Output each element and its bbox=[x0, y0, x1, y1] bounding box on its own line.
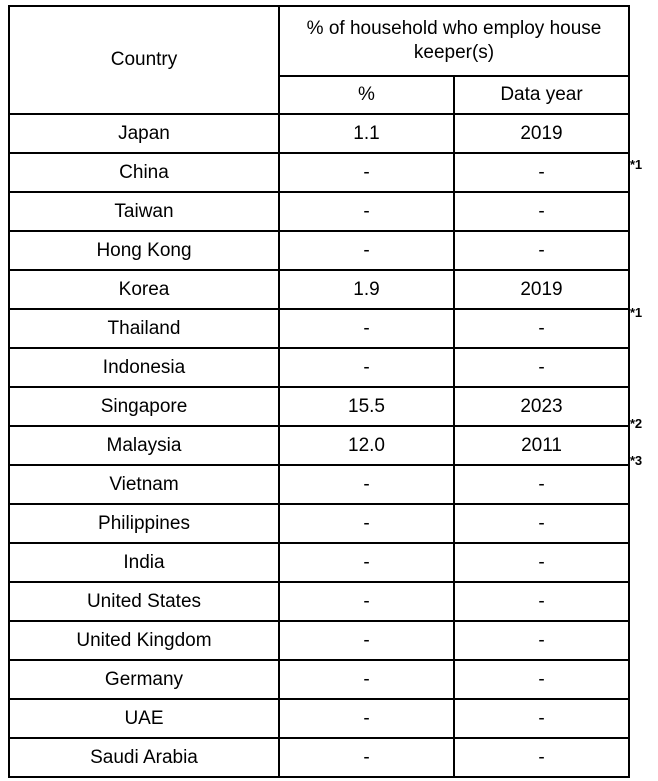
table-row bbox=[9, 426, 629, 465]
column-header-country: Country bbox=[9, 6, 279, 114]
cell-country: United Kingdom bbox=[9, 621, 279, 660]
cell-data-year: - bbox=[454, 192, 629, 231]
cell-data-year: - bbox=[454, 231, 629, 270]
cell-data-year: 2011 bbox=[454, 426, 629, 465]
cell-country: Taiwan bbox=[9, 192, 279, 231]
column-header-percent: % bbox=[279, 76, 454, 114]
cell-country: Saudi Arabia bbox=[9, 738, 279, 777]
cell-data-year: - bbox=[454, 660, 629, 699]
table-row bbox=[9, 192, 629, 231]
table-row bbox=[9, 270, 629, 309]
cell-country: Japan bbox=[9, 114, 279, 153]
cell-percent: - bbox=[279, 504, 454, 543]
cell-country: Singapore bbox=[9, 387, 279, 426]
housekeeper-statistics-table bbox=[8, 5, 630, 778]
cell-percent: 12.0 bbox=[279, 426, 454, 465]
table-row bbox=[9, 543, 629, 582]
cell-country: Korea bbox=[9, 270, 279, 309]
table-row bbox=[9, 465, 629, 504]
cell-data-year: 2019 bbox=[454, 114, 629, 153]
table-row bbox=[9, 660, 629, 699]
cell-data-year: - bbox=[454, 504, 629, 543]
cell-country: United States bbox=[9, 582, 279, 621]
table-header-row-top bbox=[9, 6, 629, 76]
column-header-data-year: Data year bbox=[454, 76, 629, 114]
cell-percent: - bbox=[279, 699, 454, 738]
cell-data-year: - bbox=[454, 348, 629, 387]
cell-country: Germany bbox=[9, 660, 279, 699]
cell-percent: - bbox=[279, 582, 454, 621]
cell-country: Philippines bbox=[9, 504, 279, 543]
cell-country: China bbox=[9, 153, 279, 192]
table-row bbox=[9, 114, 629, 153]
table-row bbox=[9, 309, 629, 348]
table-row bbox=[9, 621, 629, 660]
cell-percent: - bbox=[279, 543, 454, 582]
cell-data-year: - bbox=[454, 543, 629, 582]
cell-percent: 15.5 bbox=[279, 387, 454, 426]
cell-country: Hong Kong bbox=[9, 231, 279, 270]
table-row bbox=[9, 387, 629, 426]
cell-data-year: 2019 bbox=[454, 270, 629, 309]
cell-percent: - bbox=[279, 465, 454, 504]
cell-percent: - bbox=[279, 738, 454, 777]
table-row bbox=[9, 153, 629, 192]
footnote-markers bbox=[630, 5, 658, 776]
table-row bbox=[9, 582, 629, 621]
table-row bbox=[9, 348, 629, 387]
footnote-marker: *3 bbox=[630, 453, 642, 468]
cell-country: Thailand bbox=[9, 309, 279, 348]
cell-percent: 1.9 bbox=[279, 270, 454, 309]
cell-data-year: - bbox=[454, 621, 629, 660]
column-header-group: % of household who employ house keeper(s) bbox=[279, 6, 629, 76]
cell-percent: - bbox=[279, 231, 454, 270]
cell-country: Vietnam bbox=[9, 465, 279, 504]
table-body bbox=[9, 114, 629, 777]
table-row bbox=[9, 699, 629, 738]
table-row bbox=[9, 738, 629, 777]
cell-country: India bbox=[9, 543, 279, 582]
table-row bbox=[9, 504, 629, 543]
cell-percent: - bbox=[279, 348, 454, 387]
cell-data-year: - bbox=[454, 309, 629, 348]
cell-data-year: 2023 bbox=[454, 387, 629, 426]
cell-country: Malaysia bbox=[9, 426, 279, 465]
cell-data-year: - bbox=[454, 699, 629, 738]
cell-percent: - bbox=[279, 621, 454, 660]
cell-data-year: - bbox=[454, 738, 629, 777]
cell-percent: 1.1 bbox=[279, 114, 454, 153]
cell-data-year: - bbox=[454, 153, 629, 192]
cell-percent: - bbox=[279, 309, 454, 348]
table-row bbox=[9, 231, 629, 270]
footnote-marker: *1 bbox=[630, 305, 642, 320]
cell-data-year: - bbox=[454, 465, 629, 504]
footnote-marker: *2 bbox=[630, 416, 642, 431]
footnote-marker: *1 bbox=[630, 157, 642, 172]
table-head bbox=[9, 6, 629, 114]
cell-percent: - bbox=[279, 192, 454, 231]
cell-percent: - bbox=[279, 660, 454, 699]
cell-country: UAE bbox=[9, 699, 279, 738]
cell-data-year: - bbox=[454, 582, 629, 621]
cell-country: Indonesia bbox=[9, 348, 279, 387]
cell-percent: - bbox=[279, 153, 454, 192]
